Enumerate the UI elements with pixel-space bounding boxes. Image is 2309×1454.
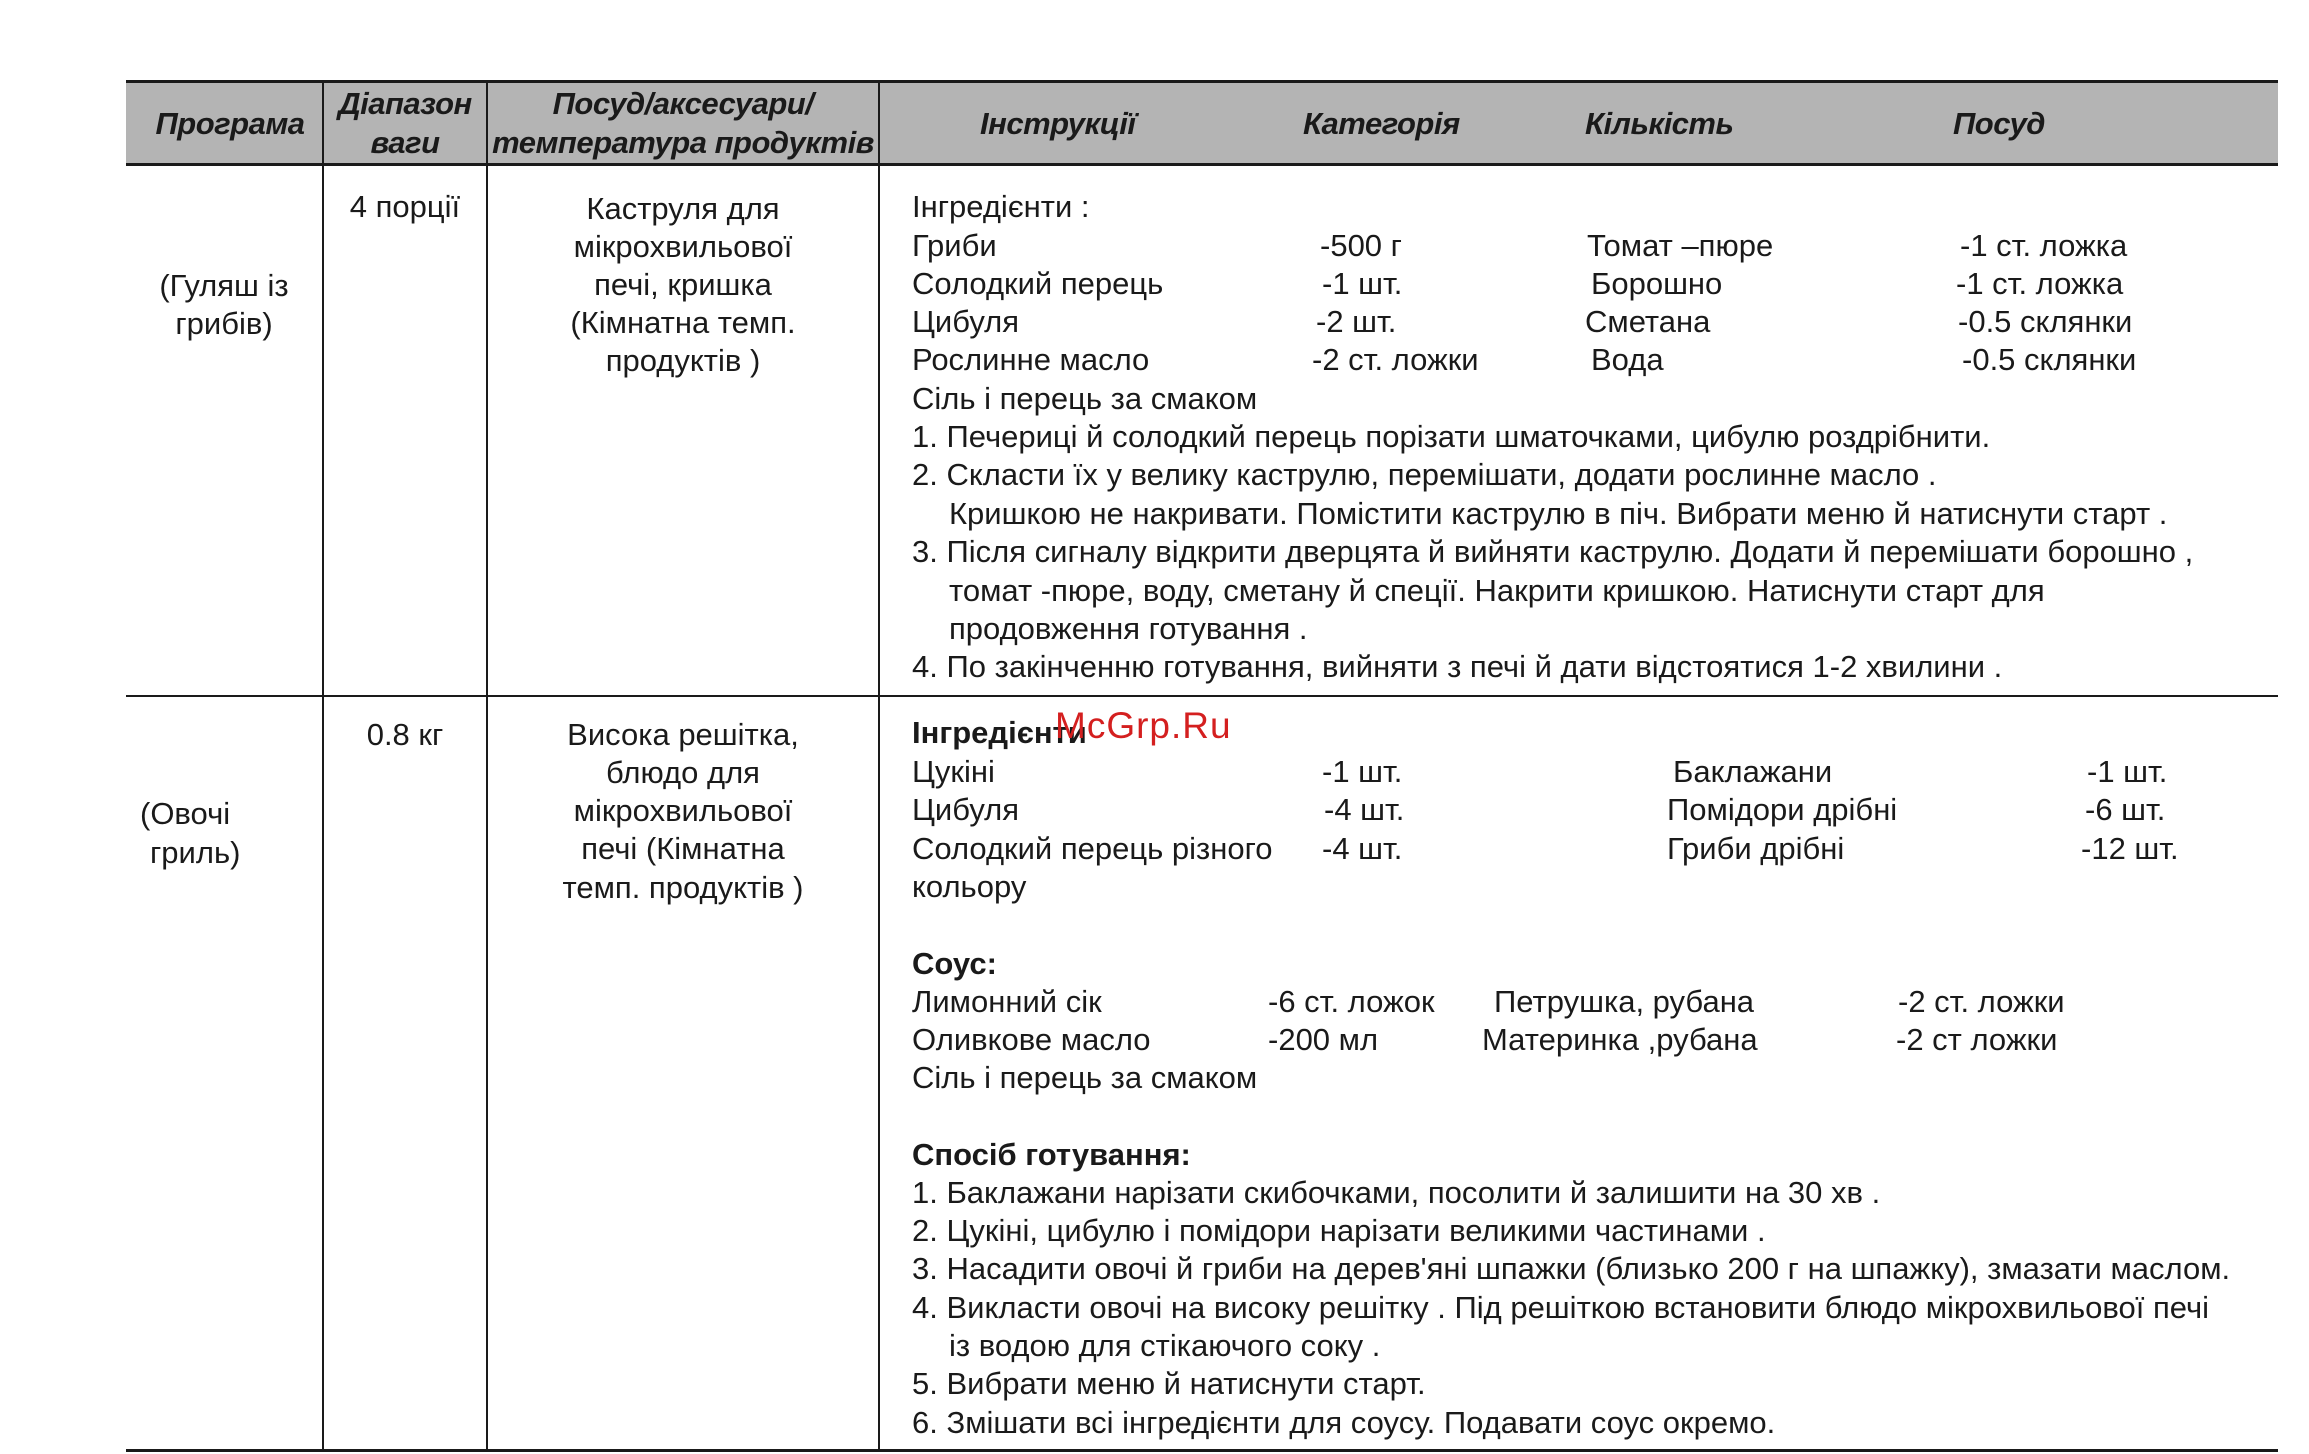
- row2-sauce-title: Соус:: [912, 946, 997, 981]
- row1-step: продовження готування .: [949, 611, 1308, 646]
- row1-step: 4. По закінченню готування, вийняти з печі й дати відстоятися 1-2 хвилини .: [912, 649, 2003, 684]
- table-bottom-border: [126, 1449, 2278, 1452]
- row2-ingredient-qty2: -6 шт.: [2085, 792, 2166, 827]
- row2-sauce-qty2: -2 ст ложки: [1896, 1022, 2058, 1057]
- row2-method-title: Спосіб готування:: [912, 1137, 1191, 1172]
- row1-ingredient-qty: -500 г: [1320, 228, 1402, 263]
- row1-program-line2: грибів): [175, 306, 273, 341]
- watermark: McGrp.Ru: [1055, 705, 1232, 746]
- row1-weight: 4 порції: [349, 189, 461, 224]
- header-quantity: Кількість: [1585, 106, 1734, 141]
- header-dishes-line1: Посуд/аксесуари/: [552, 86, 814, 121]
- row2-sauce-qty2: -2 ст. ложки: [1898, 984, 2065, 1019]
- row2-step: 6. Змішати всі інгредієнти для соусу. Подавати соус окремо.: [912, 1405, 1776, 1440]
- row2-step: із водою для стікаючого соку .: [949, 1328, 1381, 1363]
- row1-step: 3. Після сигналу відкрити дверцята й вийняти каструлю. Додати й перемішати борошно ,: [912, 534, 2194, 569]
- row2-ingredient-qty: -1 шт.: [1322, 754, 1403, 789]
- table-top-border: [126, 80, 2278, 83]
- row1-ingredient-qty2: -0.5 склянки: [1962, 342, 2137, 377]
- row2-ingredient-name2: Гриби дрібні: [1667, 831, 1845, 866]
- row2-ingredient-name: Цукіні: [912, 754, 995, 789]
- row1-ingredient-name: Солодкий перець: [912, 266, 1164, 301]
- row1-ingredient-qty2: -1 ст. ложка: [1956, 266, 2124, 301]
- row2-salt: Сіль і перець за смаком: [912, 1060, 1258, 1095]
- header-dishes-line2: температура продуктів: [492, 125, 874, 160]
- header-weight-line1: Діапазон: [338, 86, 472, 121]
- column-divider-3: [878, 82, 880, 1452]
- row1-ingredient-qty2: -0.5 склянки: [1958, 304, 2133, 339]
- header-instructions: Інструкції: [980, 106, 1136, 141]
- row2-step: 5. Вибрати меню й натиснути старт.: [912, 1366, 1426, 1401]
- row2-sauce-qty: -6 ст. ложок: [1268, 984, 1435, 1019]
- row2-ingredient-name2: Помідори дрібні: [1667, 792, 1898, 827]
- row2-step: 3. Насадити овочі й гриби на дерев'яні шпажки (близько 200 г на шпажку), змазати маслом.: [912, 1251, 2231, 1286]
- row2-ingredients-title: Інгредієнти: [912, 715, 1087, 750]
- row2-sauce-name2: Петрушка, рубана: [1494, 984, 1755, 1019]
- row1-ingredient-name2: Сметана: [1585, 304, 1711, 339]
- row2-ingredient-qty2: -12 шт.: [2081, 831, 2179, 866]
- row1-dishes-line: (Кімнатна темп.: [570, 305, 796, 340]
- row2-ingredient-qty2: -1 шт.: [2087, 754, 2168, 789]
- row1-step: 1. Печериці й солодкий перець порізати шматочками, цибулю роздрібнити.: [912, 419, 1991, 454]
- row2-dishes-line: блюдо для: [606, 755, 760, 790]
- row1-dishes-line: мікрохвильової: [573, 229, 793, 264]
- row1-ingredient-qty: -1 шт.: [1322, 266, 1403, 301]
- row2-sauce-qty: -200 мл: [1268, 1022, 1379, 1057]
- row1-dishes-line: Каструля для: [586, 191, 780, 226]
- row2-dishes-line: мікрохвильової: [573, 793, 793, 828]
- row2-step: 1. Баклажани нарізати скибочками, посолити й залишити на 30 хв .: [912, 1175, 1881, 1210]
- row1-ingredient-qty: -2 ст. ложки: [1312, 342, 1479, 377]
- row1-step: Кришкою не накривати. Помістити каструлю в піч. Вибрати меню й натиснути старт .: [949, 496, 2168, 531]
- row2-ingredient-continuation: кольору: [912, 869, 1027, 904]
- row1-ingredients-title: Інгредієнти :: [912, 189, 1090, 224]
- row2-sauce-name: Оливкове масло: [912, 1022, 1151, 1057]
- row1-ingredient-name2: Борошно: [1591, 266, 1723, 301]
- row1-step: томат -пюре, воду, сметану й спеції. Накрити кришкою. Натиснути старт для: [949, 573, 2045, 608]
- header-weight-line2: ваги: [370, 125, 440, 160]
- row1-ingredient-name2: Томат –пюре: [1587, 228, 1774, 263]
- row2-sauce-name2: Материнка ,рубана: [1482, 1022, 1758, 1057]
- header-program: Програма: [155, 106, 305, 141]
- row1-ingredient-name2: Вода: [1591, 342, 1664, 377]
- row2-ingredient-qty: -4 шт.: [1324, 792, 1405, 827]
- header-category: Категорія: [1303, 106, 1460, 141]
- row-divider: [126, 695, 2278, 697]
- row2-program-line1: (Овочі: [140, 796, 231, 831]
- row1-ingredient-qty2: -1 ст. ложка: [1960, 228, 2128, 263]
- row2-dishes-line: Висока решітка,: [567, 717, 799, 752]
- row2-dishes-line: печі (Кімнатна: [581, 831, 785, 866]
- header-cookware: Посуд: [1953, 106, 2045, 141]
- row2-sauce-name: Лимонний сік: [912, 984, 1102, 1019]
- row1-ingredient-qty: -2 шт.: [1316, 304, 1397, 339]
- row2-weight: 0.8 кг: [366, 717, 444, 752]
- row2-ingredient-name: Солодкий перець різного: [912, 831, 1273, 866]
- row2-ingredient-qty: -4 шт.: [1322, 831, 1403, 866]
- row2-dishes-line: темп. продуктів ): [562, 870, 804, 905]
- row1-ingredient-name: Рослинне масло: [912, 342, 1150, 377]
- header-bottom-border: [126, 163, 2278, 166]
- row2-program-line2: гриль): [150, 835, 241, 870]
- row1-step: 2. Скласти їх у велику каструлю, перемішати, додати рослинне масло .: [912, 457, 1937, 492]
- row1-program-line1: (Гуляш із: [159, 268, 289, 303]
- row1-salt: Сіль і перець за смаком: [912, 381, 1258, 416]
- column-divider-1: [322, 82, 324, 1452]
- row1-dishes-line: продуктів ): [605, 343, 761, 378]
- row1-ingredient-name: Гриби: [912, 228, 997, 263]
- row1-ingredient-name: Цибуля: [912, 304, 1020, 339]
- row2-ingredient-name: Цибуля: [912, 792, 1020, 827]
- row2-step: 2. Цукіні, цибулю і помідори нарізати великими частинами .: [912, 1213, 1766, 1248]
- row2-ingredient-name2: Баклажани: [1673, 754, 1833, 789]
- row1-dishes-line: печі, кришка: [594, 267, 772, 302]
- row2-step: 4. Викласти овочі на високу решітку . Під решіткою встановити блюдо мікрохвильової печі: [912, 1290, 2210, 1325]
